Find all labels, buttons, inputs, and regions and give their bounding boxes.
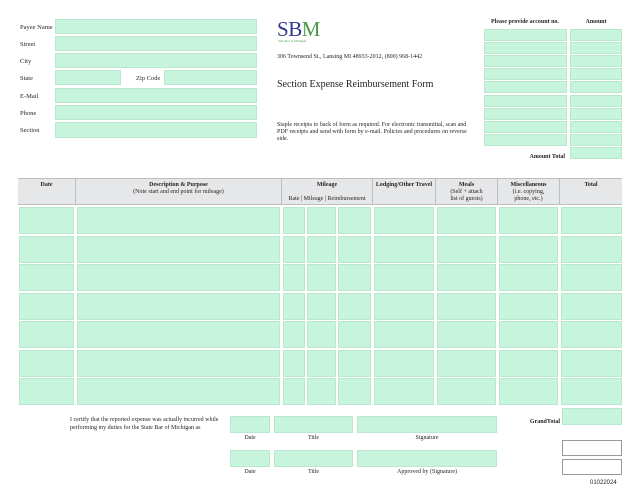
mileage-cell[interactable]	[307, 236, 336, 263]
rate-cell[interactable]	[283, 264, 305, 291]
email-field[interactable]	[55, 88, 257, 103]
reimbursement-cell[interactable]	[338, 293, 371, 320]
account-number-field[interactable]	[484, 68, 567, 80]
reimbursement-cell[interactable]	[338, 264, 371, 291]
amount-total-field[interactable]	[570, 147, 622, 159]
account-number-field[interactable]	[484, 108, 567, 120]
account-amount-field[interactable]	[570, 95, 622, 107]
form-code: 01022024	[590, 480, 617, 486]
mileage-cell[interactable]	[307, 321, 336, 348]
total-column-header: Total	[584, 182, 598, 188]
account-number-header: Please provide account no.	[491, 19, 559, 25]
city-field[interactable]	[55, 53, 257, 68]
description-cell[interactable]	[77, 321, 280, 348]
misc-cell[interactable]	[499, 378, 558, 405]
misc-column-header: Miscellaneous (i.e. copying, phone, etc.)	[510, 182, 547, 202]
misc-cell[interactable]	[499, 207, 558, 234]
meals-column-header: Meals (Self + attach list of guests)	[450, 182, 483, 202]
misc-cell[interactable]	[499, 321, 558, 348]
account-number-field[interactable]	[484, 29, 567, 41]
meals-cell[interactable]	[437, 207, 496, 234]
meals-cell[interactable]	[437, 378, 496, 405]
misc-cell[interactable]	[499, 264, 558, 291]
grand-total-label: GrandTotal	[529, 419, 560, 425]
rate-cell[interactable]	[283, 236, 305, 263]
account-number-field[interactable]	[484, 42, 567, 54]
section-field[interactable]	[55, 122, 257, 138]
description-cell[interactable]	[77, 350, 280, 377]
account-amount-field[interactable]	[570, 68, 622, 80]
office-use-box-2[interactable]	[562, 459, 622, 475]
date-caption-2: Date	[244, 469, 256, 475]
account-number-field[interactable]	[484, 81, 567, 93]
grand-total-field[interactable]	[562, 408, 622, 425]
description-cell[interactable]	[77, 207, 280, 234]
date-cell[interactable]	[19, 293, 74, 320]
lodging-cell[interactable]	[374, 378, 434, 405]
signature-caption: Signature	[415, 435, 439, 441]
total-cell[interactable]	[561, 321, 622, 348]
account-number-field[interactable]	[484, 121, 567, 133]
total-cell[interactable]	[561, 350, 622, 377]
lodging-cell[interactable]	[374, 321, 434, 348]
meals-cell[interactable]	[437, 293, 496, 320]
state-label: State	[20, 75, 33, 82]
payee-name-field[interactable]	[55, 19, 257, 34]
date-caption-1: Date	[244, 435, 256, 441]
reimbursement-cell[interactable]	[338, 207, 371, 234]
lodging-cell[interactable]	[374, 264, 434, 291]
office-use-box-1[interactable]	[562, 440, 622, 456]
total-cell[interactable]	[561, 378, 622, 405]
mileage-cell[interactable]	[307, 350, 336, 377]
description-cell[interactable]	[77, 293, 280, 320]
reimbursement-cell[interactable]	[338, 350, 371, 377]
account-number-field[interactable]	[484, 55, 567, 67]
rate-cell[interactable]	[283, 321, 305, 348]
city-label: City	[20, 58, 32, 65]
signature-field[interactable]	[357, 416, 497, 433]
meals-cell[interactable]	[437, 321, 496, 348]
rate-cell[interactable]	[283, 378, 305, 405]
certification-text: I certify that the reported expense was actually incurred while performing my duties for the State Bar of Michigan as	[70, 417, 219, 431]
phone-field[interactable]	[55, 105, 257, 120]
lodging-cell[interactable]	[374, 236, 434, 263]
street-label: Street	[20, 41, 36, 48]
street-field[interactable]	[55, 36, 257, 51]
meals-cell[interactable]	[437, 264, 496, 291]
logo-tagline: State Bar of Michigan	[278, 39, 307, 43]
date-cell[interactable]	[19, 350, 74, 377]
title-caption-1: Title	[307, 435, 320, 441]
misc-cell[interactable]	[499, 350, 558, 377]
total-cell[interactable]	[561, 264, 622, 291]
misc-cell[interactable]	[499, 293, 558, 320]
form-title: Section Expense Reimbursement Form	[277, 79, 434, 90]
title-field-1[interactable]	[274, 416, 353, 433]
date-column-header: Date	[40, 182, 53, 188]
rate-cell[interactable]	[283, 350, 305, 377]
mileage-cell[interactable]	[307, 207, 336, 234]
email-label: E-Mail	[20, 93, 39, 100]
description-cell[interactable]	[77, 264, 280, 291]
amount-header: Amount	[585, 19, 607, 25]
instructions: Staple receipts to back of form as required. For electronic transmittal, scan and PDF receipts and send with form by e-mail. Policies and procedures on reverse side.	[277, 122, 467, 142]
date-cell[interactable]	[19, 207, 74, 234]
meals-cell[interactable]	[437, 236, 496, 263]
account-amount-field[interactable]	[570, 42, 622, 54]
rate-cell[interactable]	[283, 207, 305, 234]
account-amount-field[interactable]	[570, 121, 622, 133]
account-amount-field[interactable]	[570, 55, 622, 67]
account-amount-field[interactable]	[570, 81, 622, 93]
address: 306 Townsend St., Lansing MI 48933-2012, (800) 968-1442	[277, 54, 423, 60]
account-amount-field[interactable]	[570, 108, 622, 120]
reimbursement-cell[interactable]	[338, 321, 371, 348]
amount-total-label: Amount Total	[529, 154, 565, 160]
mileage-cell[interactable]	[307, 378, 336, 405]
date-cell[interactable]	[19, 236, 74, 263]
title-caption-2: Title	[307, 469, 320, 475]
date-cell[interactable]	[19, 378, 74, 405]
description-cell[interactable]	[77, 378, 280, 405]
lodging-cell[interactable]	[374, 350, 434, 377]
total-cell[interactable]	[561, 207, 622, 234]
date-cell[interactable]	[19, 264, 74, 291]
lodging-cell[interactable]	[374, 293, 434, 320]
description-cell[interactable]	[77, 236, 280, 263]
date-field-1[interactable]	[230, 416, 270, 433]
mileage-subheader: Rate | Mileage | Reimbursement	[288, 196, 366, 202]
sbm-logo: SBM State Bar of Michigan	[277, 17, 320, 43]
account-number-field[interactable]	[484, 95, 567, 107]
zip-code-field[interactable]	[164, 70, 257, 85]
total-cell[interactable]	[561, 236, 622, 263]
meals-cell[interactable]	[437, 350, 496, 377]
mileage-column-header: Mileage	[316, 182, 338, 188]
title-field-2[interactable]	[274, 450, 353, 467]
rate-cell[interactable]	[283, 293, 305, 320]
zip-code-label: Zip Code	[136, 75, 161, 82]
lodging-column-header: Lodging/Other Travel	[375, 182, 433, 188]
reimbursement-cell[interactable]	[338, 378, 371, 405]
state-field[interactable]	[55, 70, 121, 85]
account-number-field[interactable]	[484, 134, 567, 146]
account-amount-field[interactable]	[570, 29, 622, 41]
approved-signature-field[interactable]	[357, 450, 497, 467]
mileage-cell[interactable]	[307, 264, 336, 291]
date-cell[interactable]	[19, 321, 74, 348]
account-amount-field[interactable]	[570, 134, 622, 146]
section-label: Section	[20, 127, 40, 134]
lodging-cell[interactable]	[374, 207, 434, 234]
misc-cell[interactable]	[499, 236, 558, 263]
mileage-cell[interactable]	[307, 293, 336, 320]
date-field-2[interactable]	[230, 450, 270, 467]
description-column-header: Description & Purpose (Note start and end point for mileage)	[133, 182, 224, 195]
payee-name-label: Payee Name	[20, 24, 53, 31]
reimbursement-cell[interactable]	[338, 236, 371, 263]
approved-caption: Approved by (Signature)	[397, 469, 457, 475]
phone-label: Phone	[20, 110, 37, 117]
total-cell[interactable]	[561, 293, 622, 320]
